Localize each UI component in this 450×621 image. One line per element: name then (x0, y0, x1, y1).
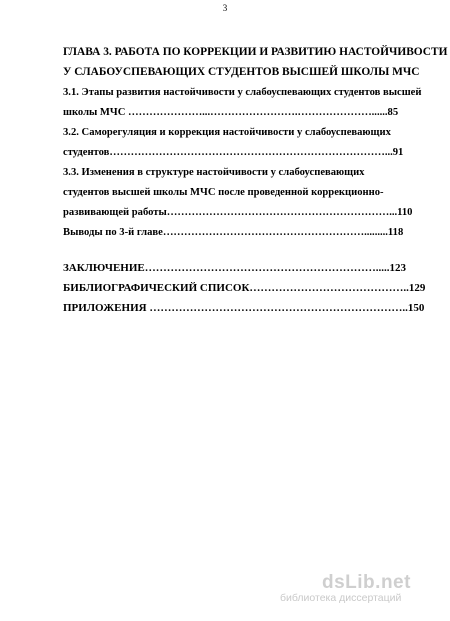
toc-line: студентов……………………………………………………………………...91 (63, 147, 404, 158)
chapter-title-line-2: У СЛАБОУСПЕВАЮЩИХ СТУДЕНТОВ ВЫСШЕЙ ШКОЛЫ МЧС (63, 66, 420, 78)
toc-line: студентов высшей школы МЧС после проведенной коррекционно- (63, 187, 384, 198)
watermark-logo-text: dsLib.net (322, 572, 411, 593)
chapter-title-line-1: ГЛАВА 3. РАБОТА ПО КОРРЕКЦИИ И РАЗВИТИЮ НАСТОЙЧИВОСТИ (63, 46, 448, 58)
toc-line: 3.1. Этапы развития настойчивости у слабоуспевающих студентов высшей (63, 87, 422, 98)
toc-line: ЗАКЛЮЧЕНИЕ……………………………………………………….....123 (63, 262, 406, 274)
watermark-logo (280, 572, 442, 604)
toc-line: ПРИЛОЖЕНИЯ ……………………………………………………………..150 (63, 302, 425, 314)
page-number: 3 (222, 3, 228, 13)
watermark-tagline: библиотека диссертаций (280, 592, 402, 604)
toc-line: 3.3. Изменения в структуре настойчивости у слабоуспевающих (63, 167, 365, 178)
toc-line: БИБЛИОГРАФИЧЕСКИЙ СПИСОК……………………………………..129 (63, 282, 426, 294)
toc-line: школы МЧС …………………...…………………….…………………......85 (63, 107, 399, 118)
toc-line: 3.2. Саморегуляция и коррекция настойчивости у слабоуспевающих (63, 127, 391, 138)
toc-line: Выводы по 3-й главе………………………………………………….........118 (63, 227, 404, 238)
toc-line: развивающей работы………………………………………………………...110 (63, 207, 413, 218)
chapter-title (63, 42, 448, 82)
